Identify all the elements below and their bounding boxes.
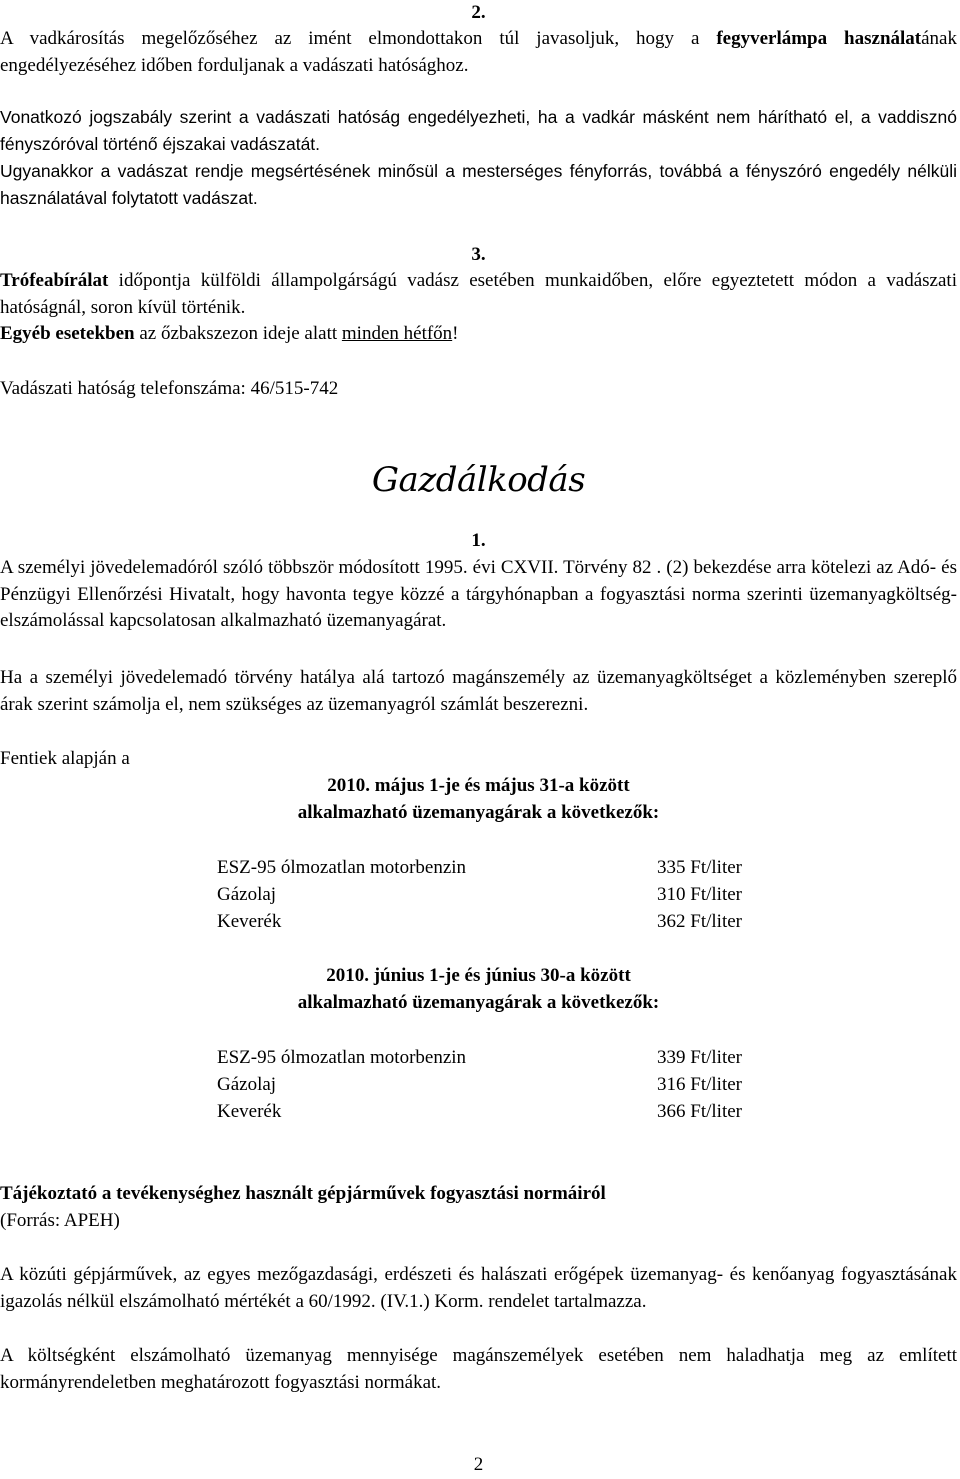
info-paragraph-2: A költségként elszámolható üzemanyag mennyisége magánszemélyek esetében nem haladhatja meg az említett kormányrendeletben meghatározott fogyasztási normákat.	[0, 1345, 957, 1393]
may-prices-title: 2010. május 1-je és május 31-a között alkalmazható üzemanyagárak a következők:	[297, 775, 660, 823]
info-paragraph-1: A közúti gépjárművek, az egyes mezőgazdasági, erdészeti és halászati erőgépek üzemanyag- és kenőanyag fogyasztásának igazolás nélkül elszámolható mértékét a 60/1992. (IV.1.) Korm. rendelet tartalmazza.	[0, 1264, 957, 1312]
section-3-paragraph-2: Egyéb esetekben az őzbakszezon ideje alatt minden hétfőn!	[0, 323, 459, 344]
section-3-paragraph-1: Trófeabírálat időpontja külföldi állampolgárságú vadász esetében munkaidőben, előre egyeztetett módon a vadászati hatóságnál, soron kívül történik.	[0, 270, 957, 318]
price-row	[217, 855, 742, 882]
section-2-paragraph-1: A vadkárosítás megelőzőséhez az imént elmondottakon túl javasoljuk, hogy a fegyverlámpa használatának engedélyezéséhez időben forduljanak a vadászati hatósághoz.	[0, 28, 957, 76]
fuel-price: 366 Ft/liter	[657, 1101, 742, 1122]
section-2-paragraph-2: Vonatkozó jogszabály szerint a vadászati hatóság engedélyezheti, ha a vadkár másként nem hárítható el, a vaddisznó fényszóróval történő éjszakai vadászatát.	[0, 107, 957, 154]
fuel-name: Gázolaj	[217, 884, 277, 905]
gazdalkodas-paragraph-1: A személyi jövedelemadóról szóló többször módosított 1995. évi CXVII. Törvény 82 . (2) bekezdése arra kötelezi az Adó- és Pénzügyi Ellenőrzési Hivatalt, hogy havonta tegye közzé a tárgyhónapban a fogyasztási norma szerinti üzemanyagköltség-elszámolással kapcsolatosan alkalmazható üzemanyagárat.	[0, 557, 957, 631]
price-row	[217, 909, 742, 936]
fuel-name: Keverék	[217, 1101, 282, 1122]
fuel-price: 339 Ft/liter	[657, 1047, 742, 1068]
fuel-name: ESZ-95 ólmozatlan motorbenzin	[217, 1047, 467, 1068]
price-row	[217, 1099, 742, 1126]
price-row	[217, 882, 742, 909]
section-3-heading: 3.	[471, 244, 486, 265]
fuel-name: Gázolaj	[217, 1074, 277, 1095]
info-source: (Forrás: APEH)	[0, 1210, 120, 1231]
price-row	[217, 1045, 742, 1072]
page-number: 2	[473, 1454, 484, 1475]
fuel-name: Keverék	[217, 911, 282, 932]
section-2-heading: 2.	[471, 2, 486, 23]
gazdalkodas-paragraph-3: Fentiek alapján a	[0, 748, 130, 769]
fuel-price: 335 Ft/liter	[657, 857, 742, 878]
price-row	[217, 1072, 742, 1099]
fuel-price: 362 Ft/liter	[657, 911, 742, 932]
fuel-price: 316 Ft/liter	[657, 1074, 742, 1095]
june-prices-title: 2010. június 1-je és június 30-a között alkalmazható üzemanyagárak a következők:	[297, 965, 660, 1013]
gazdalkodas-heading: 1.	[471, 530, 486, 551]
info-title: Tájékoztató a tevékenységhez használt gépjárművek fogyasztási normáiról	[0, 1183, 606, 1204]
gazdalkodas-paragraph-2: Ha a személyi jövedelemadó törvény hatálya alá tartozó magánszemély az üzemanyagköltséget a közleményben szereplő árak szerint számolja el, nem szükséges az üzemanyagról számlát beszerezni.	[0, 667, 957, 715]
fuel-name: ESZ-95 ólmozatlan motorbenzin	[217, 857, 467, 878]
section-2-paragraph-3: Ugyanakkor a vadászat rendje megsértésének minősül a mesterséges fényforrás, továbbá a fényszóró engedély nélküli használatával folytatott vadászat.	[0, 161, 957, 208]
section-title-gazdalkodas: Gazdálkodás	[371, 460, 586, 500]
fuel-price: 310 Ft/liter	[657, 884, 742, 905]
authority-phone: Vadászati hatóság telefonszáma: 46/515-742	[0, 378, 339, 399]
